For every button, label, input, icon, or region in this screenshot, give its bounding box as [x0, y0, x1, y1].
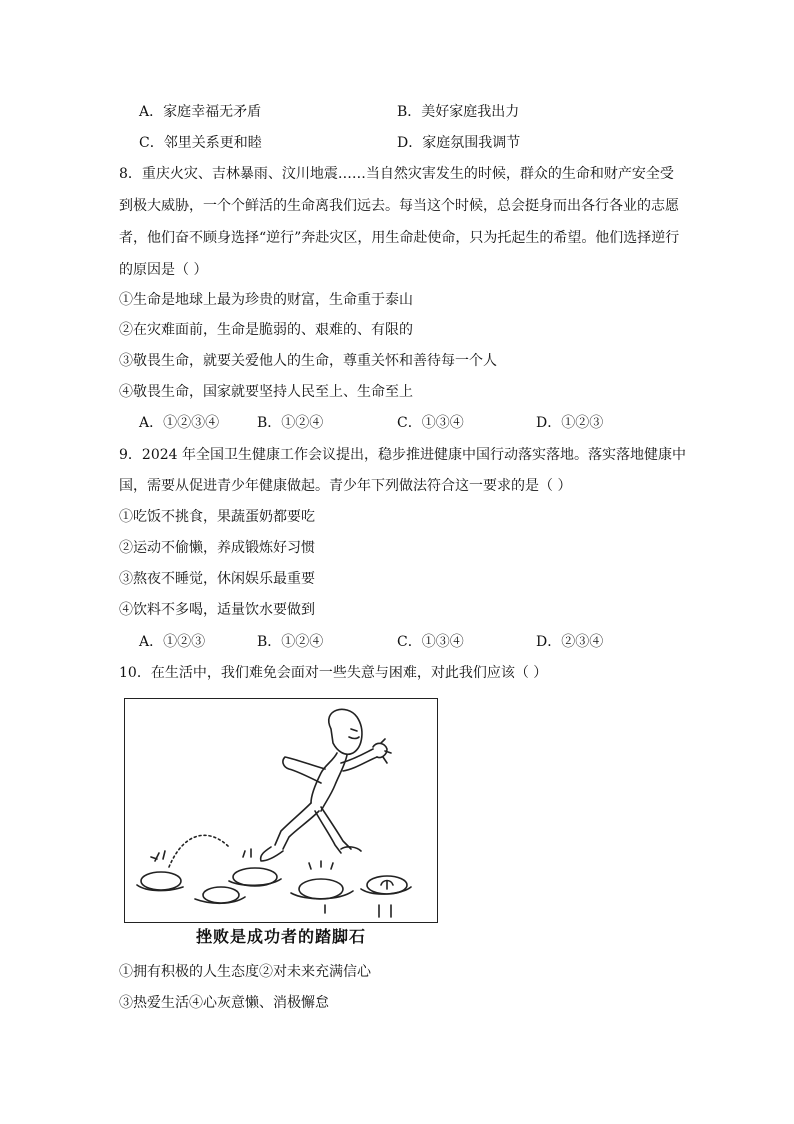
q8-statement-3: ③敬畏生命，就要关爱他人的生命，尊重关怀和善待每一个人 [119, 353, 497, 369]
cartoon-caption: 挫败是成功者的踏脚石 [195, 927, 366, 946]
q8-stem-line-2: 到极大威胁，一个个鲜活的生命离我们远去。每当这个时候，总会挺身而出各行各业的志愿 [119, 198, 679, 214]
q8-option-a: A．①②③④ [139, 415, 220, 431]
q9-statement-3: ③熬夜不睡觉，休闲娱乐最重要 [119, 571, 315, 587]
stepping-stone-runner-drawing [125, 699, 437, 922]
q7-option-d: D．家庭氛围我调节 [397, 135, 521, 151]
q10-statement-line-2: ③热爱生活④心灰意懒、消极懈怠 [119, 995, 329, 1011]
q8-statement-2: ②在灾难面前，生命是脆弱的、艰难的、有限的 [119, 322, 413, 338]
q9-statement-1: ①吃饭不挑食，果蔬蛋奶都要吃 [119, 509, 315, 525]
cartoon-illustration [124, 698, 438, 923]
q9-stem-line-1: 9．2024 年全国卫生健康工作会议提出，稳步推进健康中国行动落实落地。落实落地健康中 [119, 447, 686, 463]
q8-statement-4: ④敬畏生命，国家就要坚持人民至上、生命至上 [119, 384, 413, 400]
q7-option-b: B．美好家庭我出力 [397, 104, 520, 120]
q9-option-c: C．①③④ [397, 634, 464, 650]
q10-stem: 10．在生活中，我们难免会面对一些失意与困难，对此我们应该（ ） [119, 665, 548, 681]
q8-stem-line-3: 者，他们奋不顾身选择“逆行”奔赴灾区，用生命赴使命，只为托起生的希望。他们选择逆行 [119, 230, 680, 246]
q8-option-b: B．①②④ [257, 415, 324, 431]
q9-statement-4: ④饮料不多喝，适量饮水要做到 [119, 602, 315, 618]
q9-statement-2: ②运动不偷懒，养成锻炼好习惯 [119, 540, 315, 556]
q9-option-b: B．①②④ [257, 634, 324, 650]
q8-option-d: D．①②③ [536, 415, 604, 431]
q7-option-a: A．家庭幸福无矛盾 [139, 104, 262, 120]
q10-statement-line-1: ①拥有积极的人生态度②对未来充满信心 [119, 964, 371, 980]
q8-option-c: C．①③④ [397, 415, 464, 431]
q8-stem-line-1: 8．重庆火灾、吉林暴雨、汶川地震……当自然灾害发生的时候，群众的生命和财产安全受 [119, 166, 674, 182]
q9-stem-line-2: 国，需要从促进青少年健康做起。青少年下列做法符合这一要求的是（ ） [119, 478, 572, 494]
q8-statement-1: ①生命是地球上最为珍贵的财富，生命重于泰山 [119, 292, 413, 308]
q9-option-a: A．①②③ [139, 634, 206, 650]
q8-stem-line-4: 的原因是（ ） [119, 262, 208, 278]
q7-option-c: C．邻里关系更和睦 [139, 135, 262, 151]
q9-option-d: D．②③④ [536, 634, 604, 650]
